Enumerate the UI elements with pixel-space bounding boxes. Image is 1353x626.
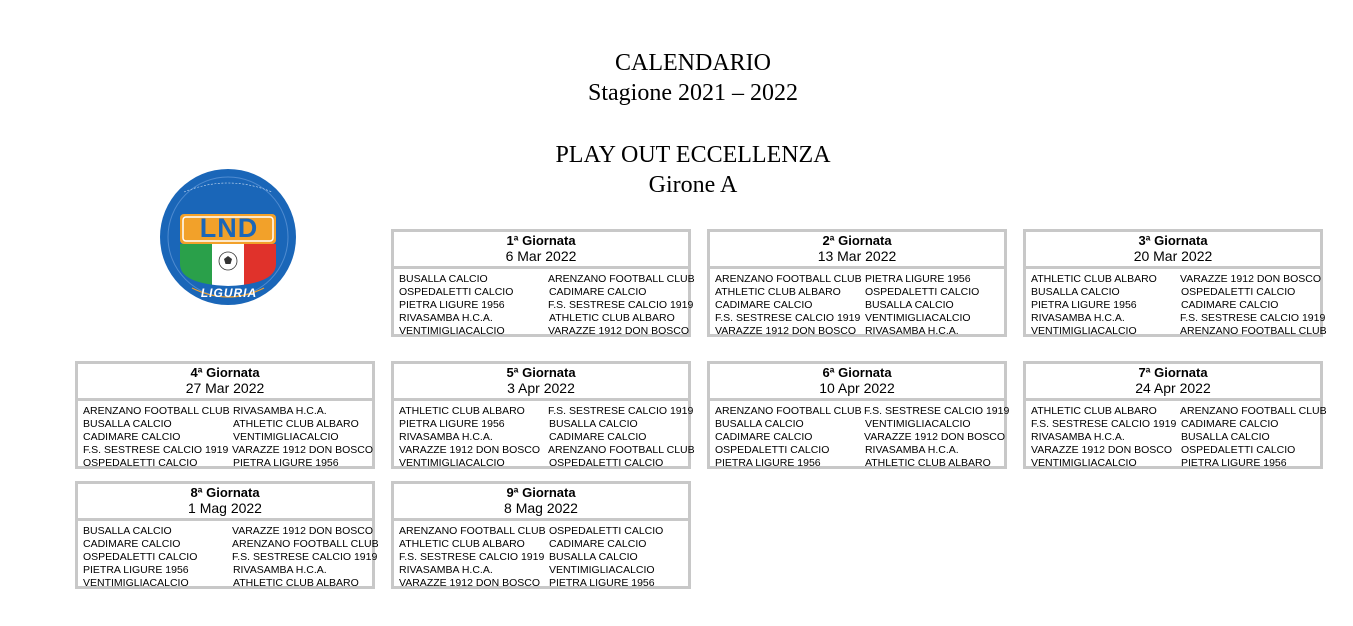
round-header — [1026, 232, 1320, 269]
away-team: VENTIMIGLIACALCIO — [548, 564, 655, 576]
home-team: PIETRA LIGURE 1956 — [1031, 299, 1137, 311]
round-card — [75, 361, 375, 469]
match-list — [394, 521, 688, 590]
match-row — [715, 273, 1004, 286]
home-team: RIVASAMBA H.C.A. — [399, 564, 493, 576]
home-team: ATHLETIC CLUB ALBARO — [399, 405, 525, 417]
away-team: VENTIMIGLIACALCIO — [864, 418, 971, 430]
round-label: 1ª Giornata — [506, 233, 576, 248]
match-row — [715, 405, 1010, 418]
match-list — [78, 521, 379, 590]
home-team: ATHLETIC CLUB ALBARO — [399, 538, 525, 550]
away-team: VARAZZE 1912 DON BOSCO — [1180, 273, 1322, 285]
home-team: ARENZANO FOOTBALL CLUB — [715, 405, 862, 417]
match-row — [399, 405, 694, 418]
round-date: 20 Mar 2022 — [1133, 248, 1213, 264]
away-team: PIETRA LIGURE 1956 — [232, 457, 339, 469]
round-label: 2ª Giornata — [822, 233, 892, 248]
logo-text: LND — [199, 213, 259, 243]
match-row — [399, 551, 688, 564]
match-row — [399, 577, 688, 590]
home-team: ATHLETIC CLUB ALBARO — [1031, 273, 1157, 285]
round-card — [75, 481, 379, 589]
match-row — [1031, 444, 1320, 457]
match-row — [83, 525, 372, 538]
match-row — [83, 405, 372, 418]
home-team: ARENZANO FOOTBALL CLUB — [399, 525, 546, 537]
home-team: PIETRA LIGURE 1956 — [83, 564, 189, 576]
away-team: ATHLETIC CLUB ALBARO — [864, 457, 991, 469]
away-team: CADIMARE CALCIO — [548, 431, 647, 443]
home-team: VENTIMIGLIACALCIO — [1031, 325, 1137, 337]
away-team: PIETRA LIGURE 1956 — [864, 273, 971, 285]
match-row — [715, 418, 1004, 431]
home-team: VARAZZE 1912 DON BOSCO — [1031, 444, 1173, 456]
away-team: VARAZZE 1912 DON BOSCO — [232, 525, 374, 537]
round-label: 3ª Giornata — [1138, 233, 1208, 248]
round-header — [1026, 364, 1320, 401]
home-team: CADIMARE CALCIO — [715, 431, 813, 443]
match-row — [399, 312, 688, 325]
home-team: F.S. SESTRESE CALCIO 1919 — [715, 312, 861, 324]
match-row — [1031, 418, 1320, 431]
home-team: OSPEDALETTI CALCIO — [83, 551, 198, 563]
match-row — [399, 299, 694, 312]
round-card — [707, 229, 1007, 337]
match-row — [1031, 457, 1320, 470]
match-row — [83, 457, 372, 470]
home-team: PIETRA LIGURE 1956 — [399, 418, 505, 430]
home-team: ARENZANO FOOTBALL CLUB — [715, 273, 862, 285]
home-team: CADIMARE CALCIO — [83, 538, 181, 550]
match-row — [1031, 299, 1320, 312]
home-team: VENTIMIGLIACALCIO — [399, 325, 505, 337]
away-team: CADIMARE CALCIO — [1180, 299, 1279, 311]
match-row — [399, 431, 688, 444]
match-list — [1026, 401, 1327, 470]
away-team: RIVASAMBA H.C.A. — [232, 405, 327, 417]
home-team: VARAZZE 1912 DON BOSCO — [715, 325, 857, 337]
home-team: RIVASAMBA H.C.A. — [1031, 431, 1125, 443]
home-team: VARAZZE 1912 DON BOSCO — [399, 444, 541, 456]
away-team: VARAZZE 1912 DON BOSCO — [548, 325, 690, 337]
round-header — [710, 364, 1004, 401]
match-row — [715, 299, 1004, 312]
away-team: OSPEDALETTI CALCIO — [1180, 286, 1296, 298]
round-date: 3 Apr 2022 — [507, 380, 575, 396]
round-card — [391, 481, 691, 589]
away-team: ARENZANO FOOTBALL CLUB — [232, 538, 379, 550]
match-list — [78, 401, 372, 470]
home-team: RIVASAMBA H.C.A. — [399, 431, 493, 443]
round-date: 27 Mar 2022 — [185, 380, 265, 396]
round-header — [394, 232, 688, 269]
match-row — [399, 457, 688, 470]
away-team: OSPEDALETTI CALCIO — [548, 525, 664, 537]
match-list — [710, 269, 1004, 338]
round-card — [707, 361, 1010, 469]
home-team: PIETRA LIGURE 1956 — [399, 299, 505, 311]
away-team: OSPEDALETTI CALCIO — [548, 457, 664, 469]
round-label: 4ª Giornata — [190, 365, 260, 380]
home-team: VENTIMIGLIACALCIO — [83, 577, 189, 589]
home-team: ATHLETIC CLUB ALBARO — [715, 286, 841, 298]
round-label: 9ª Giornata — [506, 485, 576, 500]
match-row — [83, 418, 372, 431]
match-row — [715, 286, 1004, 299]
match-row — [1031, 325, 1327, 338]
match-row — [399, 444, 695, 457]
home-team: OSPEDALETTI CALCIO — [83, 457, 198, 469]
away-team: ATHLETIC CLUB ALBARO — [232, 577, 359, 589]
home-team: VARAZZE 1912 DON BOSCO — [399, 577, 541, 589]
competition-title: PLAY OUT ECCELLENZA — [555, 142, 831, 168]
round-header — [394, 484, 688, 521]
away-team: CADIMARE CALCIO — [1180, 418, 1279, 430]
round-date: 1 Mag 2022 — [188, 500, 262, 516]
round-header — [78, 484, 372, 521]
match-row — [715, 431, 1004, 444]
away-team: BUSALLA CALCIO — [1180, 431, 1270, 443]
round-date: 24 Apr 2022 — [1135, 380, 1211, 396]
match-row — [715, 325, 1004, 338]
away-team: VENTIMIGLIACALCIO — [864, 312, 971, 324]
home-team: ATHLETIC CLUB ALBARO — [1031, 405, 1157, 417]
home-team: RIVASAMBA H.C.A. — [399, 312, 493, 324]
away-team: PIETRA LIGURE 1956 — [1180, 457, 1287, 469]
match-row — [1031, 273, 1320, 286]
round-date: 13 Mar 2022 — [817, 248, 897, 264]
match-row — [399, 538, 688, 551]
away-team: F.S. SESTRESE CALCIO 1919 — [548, 405, 694, 417]
away-team: OSPEDALETTI CALCIO — [864, 286, 980, 298]
match-row — [715, 457, 1004, 470]
round-card — [391, 229, 695, 337]
home-team: BUSALLA CALCIO — [1031, 286, 1120, 298]
round-date: 8 Mag 2022 — [504, 500, 578, 516]
round-card — [1023, 229, 1327, 337]
away-team: BUSALLA CALCIO — [864, 299, 954, 311]
home-team: F.S. SESTRESE CALCIO 1919 — [1031, 418, 1177, 430]
logo-subtext: LIGURIA — [200, 286, 258, 300]
match-row — [399, 418, 688, 431]
match-list — [710, 401, 1010, 470]
away-team: RIVASAMBA H.C.A. — [232, 564, 327, 576]
match-row — [1031, 286, 1320, 299]
away-team: ARENZANO FOOTBALL CLUB — [548, 444, 695, 456]
match-row — [1031, 405, 1327, 418]
away-team: F.S. SESTRESE CALCIO 1919 — [548, 299, 694, 311]
away-team: ARENZANO FOOTBALL CLUB — [548, 273, 695, 285]
match-row — [83, 551, 378, 564]
round-label: 5ª Giornata — [506, 365, 576, 380]
match-row — [83, 564, 372, 577]
home-team: OSPEDALETTI CALCIO — [715, 444, 830, 456]
away-team: VENTIMIGLIACALCIO — [232, 431, 339, 443]
away-team: ATHLETIC CLUB ALBARO — [232, 418, 359, 430]
home-team: RIVASAMBA H.C.A. — [1031, 312, 1125, 324]
match-list — [1026, 269, 1327, 338]
round-date: 6 Mar 2022 — [505, 248, 577, 264]
round-label: 7ª Giornata — [1138, 365, 1208, 380]
home-team: F.S. SESTRESE CALCIO 1919 — [399, 551, 545, 563]
home-team: BUSALLA CALCIO — [83, 525, 172, 537]
match-list — [394, 269, 695, 338]
group-title: Girone A — [648, 172, 738, 198]
home-team: VENTIMIGLIACALCIO — [399, 457, 505, 469]
away-team: F.S. SESTRESE CALCIO 1919 — [864, 405, 1010, 417]
round-card — [1023, 361, 1327, 469]
away-team: RIVASAMBA H.C.A. — [864, 325, 959, 337]
home-team: VENTIMIGLIACALCIO — [1031, 457, 1137, 469]
away-team: OSPEDALETTI CALCIO — [1180, 444, 1296, 456]
round-header — [394, 364, 688, 401]
match-row — [83, 444, 372, 457]
home-team: OSPEDALETTI CALCIO — [399, 286, 514, 298]
round-header — [710, 232, 1004, 269]
home-team: F.S. SESTRESE CALCIO 1919 — [83, 444, 229, 456]
match-row — [399, 273, 695, 286]
home-team: CADIMARE CALCIO — [83, 431, 181, 443]
match-row — [83, 577, 372, 590]
away-team: ARENZANO FOOTBALL CLUB — [1180, 405, 1327, 417]
home-team: PIETRA LIGURE 1956 — [715, 457, 821, 469]
away-team: F.S. SESTRESE CALCIO 1919 — [1180, 312, 1326, 324]
away-team: CADIMARE CALCIO — [548, 286, 647, 298]
match-row — [715, 312, 1004, 325]
page-title: CALENDARIO — [615, 50, 771, 76]
match-row — [399, 286, 688, 299]
match-row — [1031, 312, 1326, 325]
away-team: ATHLETIC CLUB ALBARO — [548, 312, 675, 324]
away-team: BUSALLA CALCIO — [548, 418, 638, 430]
away-team: VARAZZE 1912 DON BOSCO — [864, 431, 1006, 443]
round-label: 8ª Giornata — [190, 485, 260, 500]
match-list — [394, 401, 695, 470]
home-team: BUSALLA CALCIO — [399, 273, 488, 285]
match-row — [83, 538, 379, 551]
away-team: ARENZANO FOOTBALL CLUB — [1180, 325, 1327, 337]
season-title: Stagione 2021 – 2022 — [588, 80, 798, 106]
away-team: CADIMARE CALCIO — [548, 538, 647, 550]
match-row — [715, 444, 1004, 457]
match-row — [399, 525, 688, 538]
home-team: ARENZANO FOOTBALL CLUB — [83, 405, 230, 417]
away-team: F.S. SESTRESE CALCIO 1919 — [232, 551, 378, 563]
round-label: 6ª Giornata — [822, 365, 892, 380]
away-team: VARAZZE 1912 DON BOSCO — [232, 444, 374, 456]
match-row — [1031, 431, 1320, 444]
match-row — [399, 564, 688, 577]
away-team: BUSALLA CALCIO — [548, 551, 638, 563]
round-card — [391, 361, 695, 469]
round-date: 10 Apr 2022 — [819, 380, 895, 396]
home-team: BUSALLA CALCIO — [715, 418, 804, 430]
away-team: PIETRA LIGURE 1956 — [548, 577, 655, 589]
match-row — [399, 325, 688, 338]
match-row — [83, 431, 372, 444]
round-header — [78, 364, 372, 401]
away-team: RIVASAMBA H.C.A. — [864, 444, 959, 456]
home-team: CADIMARE CALCIO — [715, 299, 813, 311]
home-team: BUSALLA CALCIO — [83, 418, 172, 430]
